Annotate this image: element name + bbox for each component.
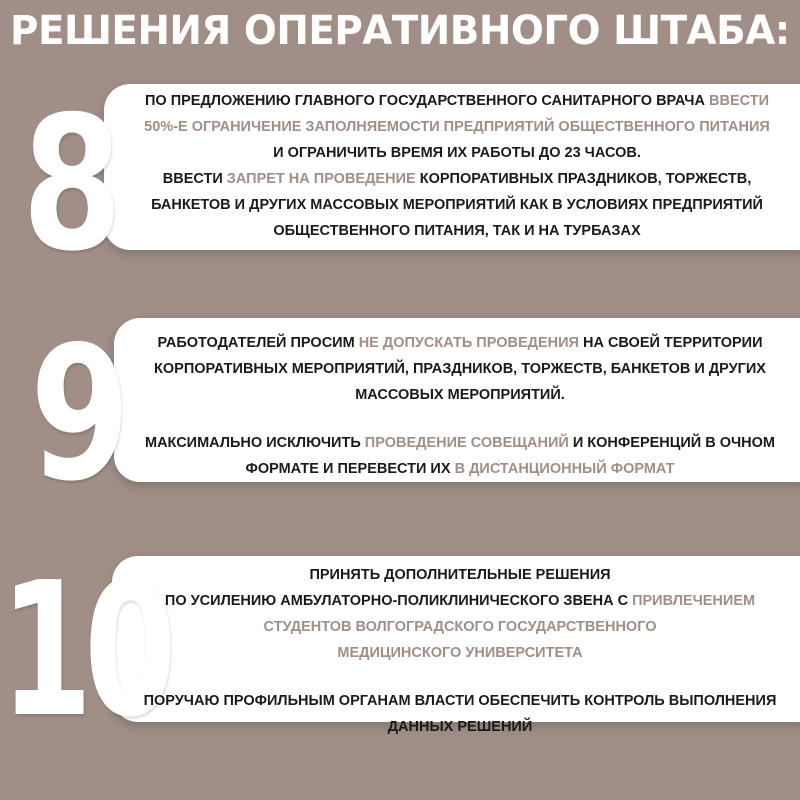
text-line (120, 588, 800, 614)
text-segment: БАНКЕТОВ И ДРУГИХ МАССОВЫХ МЕРОПРИЯТИЙ КАК В УСЛОВИЯХ ПРЕДПРИЯТИЙ (151, 197, 763, 213)
text-segment: МАКСИМАЛЬНО ИСКЛЮЧИТЬ (144, 435, 365, 451)
highlighted-text: ЗАПРЕТ НА ПРОВЕДЕНИЕ (226, 171, 416, 187)
text-line (120, 614, 800, 640)
text-line (112, 166, 800, 192)
decision-text-9 (120, 330, 800, 482)
decision-number-10: 10 (0, 542, 169, 758)
text-segment: КОРПОРАТИВНЫХ МЕРОПРИЯТИЙ, ПРАЗДНИКОВ, ТОРЖЕСТВ, БАНКЕТОВ И ДРУГИХ (154, 361, 766, 377)
highlighted-text: ПРОВЕДЕНИЕ СОВЕЩАНИЙ (364, 435, 569, 451)
text-line (120, 330, 800, 356)
text-line (120, 562, 800, 588)
text-line (120, 640, 800, 666)
text-segment: И КОНФЕРЕНЦИЙ В ОЧНОМ (568, 435, 776, 451)
text-line (120, 714, 800, 740)
text-segment: ПО УСИЛЕНИЮ АМБУЛАТОРНО-ПОЛИКЛИНИЧЕСКОГО ЗВЕНА С (164, 593, 633, 609)
highlighted-text: ВВЕСТИ (709, 93, 770, 109)
highlighted-text: МЕДИЦИНСКОГО УНИВЕРСИТЕТА (337, 645, 583, 661)
text-line (112, 192, 800, 218)
text-line (112, 218, 800, 244)
highlighted-text: НЕ ДОПУСКАТЬ ПРОВЕДЕНИЯ (358, 335, 579, 351)
page-title: РЕШЕНИЯ ОПЕРАТИВНОГО ШТАБА: (10, 8, 790, 54)
text-line (120, 456, 800, 482)
decision-number-8: 8 (22, 76, 117, 292)
text-line (120, 356, 800, 382)
text-segment: МАССОВЫХ МЕРОПРИЯТИЙ. (355, 387, 565, 403)
text-segment: ПОРУЧАЮ ПРОФИЛЬНЫМ ОРГАНАМ ВЛАСТИ ОБЕСПЕЧИТЬ КОНТРОЛЬ ВЫПОЛНЕНИЯ (143, 693, 777, 709)
text-segment: ПРИНЯТЬ ДОПОЛНИТЕЛЬНЫЕ РЕШЕНИЯ (309, 567, 611, 583)
text-line (112, 140, 800, 166)
decision-text-8 (112, 88, 800, 244)
text-line (120, 408, 800, 430)
text-segment: НА СВОЕЙ ТЕРРИТОРИИ (578, 335, 763, 351)
text-segment: КОРПОРАТИВНЫХ ПРАЗДНИКОВ, ТОРЖЕСТВ, (415, 171, 752, 187)
text-line (120, 688, 800, 714)
text-segment: ВВЕСТИ (162, 171, 227, 187)
highlighted-text: В ДИСТАНЦИОННЫЙ ФОРМАТ (454, 461, 675, 477)
text-line (120, 430, 800, 456)
text-line (120, 666, 800, 688)
text-line (112, 88, 800, 114)
highlighted-text: СТУДЕНТОВ ВОЛГОГРАДСКОГО ГОСУДАРСТВЕННОГО (263, 619, 657, 635)
text-segment: ДАННЫХ РЕШЕНИЙ (387, 719, 533, 735)
text-segment: И ОГРАНИЧИТЬ ВРЕМЯ ИХ РАБОТЫ ДО 23 ЧАСОВ. (273, 145, 641, 161)
text-line (112, 114, 800, 140)
text-segment: ПО ПРЕДЛОЖЕНИЮ ГЛАВНОГО ГОСУДАРСТВЕННОГО САНИТАРНОГО ВРАЧА (144, 93, 709, 109)
text-segment: ФОРМАТЕ И ПЕРЕВЕСТИ ИХ (245, 461, 455, 477)
highlighted-text: ПРИВЛЕЧЕНИЕМ (632, 593, 756, 609)
text-segment: РАБОТОДАТЕЛЕЙ ПРОСИМ (157, 335, 359, 351)
decision-number-9: 9 (30, 306, 125, 522)
decision-text-10 (120, 562, 800, 740)
text-line (120, 382, 800, 408)
highlighted-text: 50%-Е ОГРАНИЧЕНИЕ ЗАПОЛНЯЕМОСТИ ПРЕДПРИЯТИЙ ОБЩЕСТВЕННОГО ПИТАНИЯ (144, 119, 770, 135)
text-segment: ОБЩЕСТВЕННОГО ПИТАНИЯ, ТАК И НА ТУРБАЗАХ (273, 223, 641, 239)
